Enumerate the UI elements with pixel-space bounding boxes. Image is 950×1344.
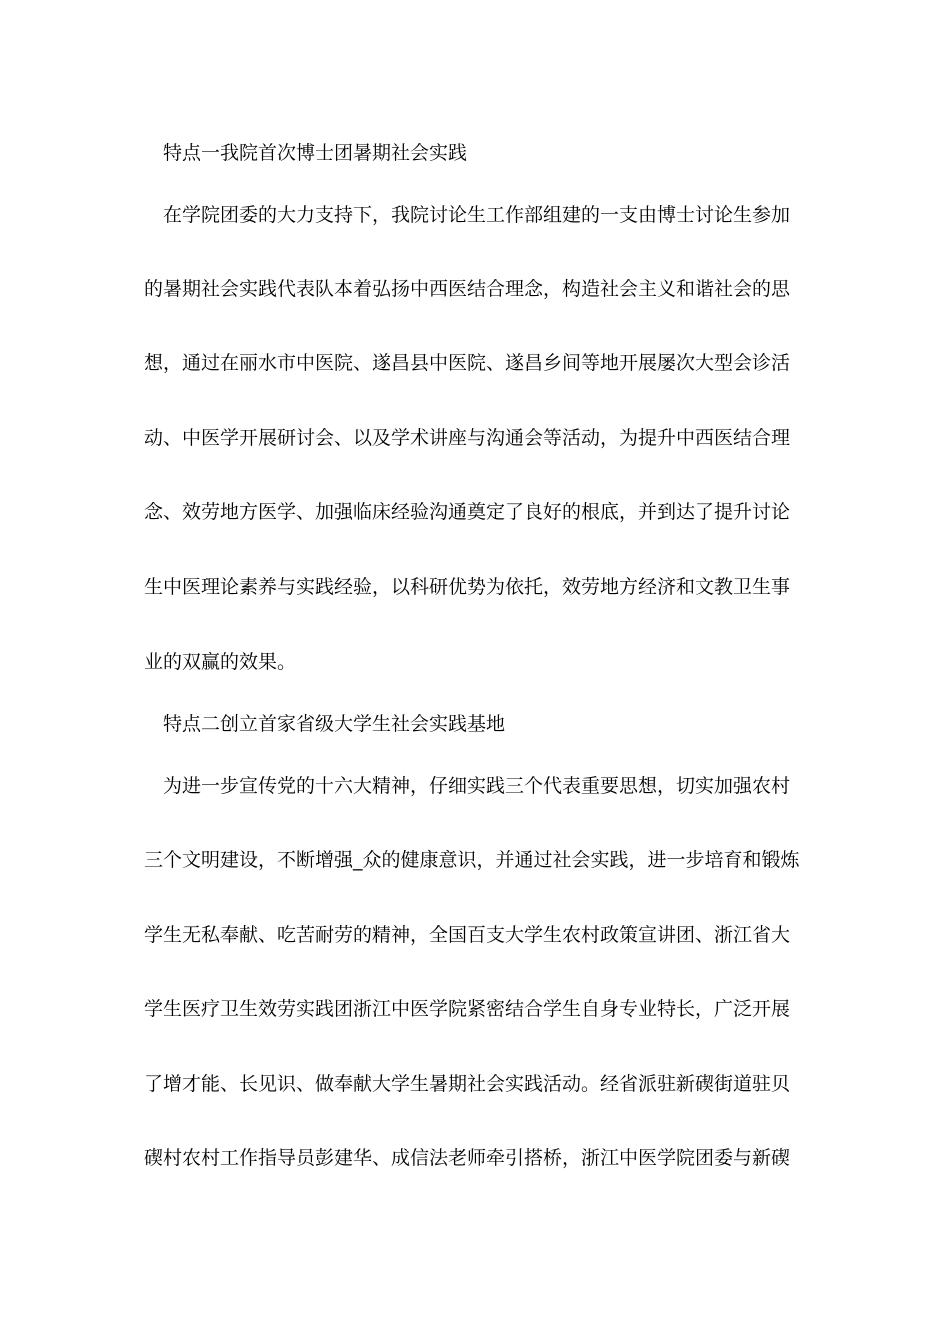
section-2-heading: 特点二创立首家省级大学生社会实践基地 xyxy=(163,713,506,735)
section-1-line-3: 想，通过在丽水市中医院、遂昌县中医院、遂昌乡间等地开展屡次大型会诊活 xyxy=(144,352,791,374)
section-1-line-6: 生中医理论素养与实践经验，以科研优势为依托，效劳地方经济和文教卫生事 xyxy=(144,576,791,598)
section-1-heading: 特点一我院首次博士团暑期社会实践 xyxy=(163,142,468,164)
section-1-line-5: 念、效劳地方医学、加强临床经验沟通奠定了良好的根底，并到达了提升讨论 xyxy=(144,501,791,523)
section-2-line-2: 三个文明建设，不断增强_众的健康意识，并通过社会实践，进一步培育和锻炼 xyxy=(144,849,800,871)
section-1-line-4: 动、中医学开展研讨会、以及学术讲座与沟通会等活动，为提升中西医结合理 xyxy=(144,427,791,449)
section-1-line-1: 在学院团委的大力支持下，我院讨论生工作部组建的一支由博士讨论生参加 xyxy=(163,204,791,226)
section-2-line-1: 为进一步宣传党的十六大精神，仔细实践三个代表重要思想，切实加强农村 xyxy=(163,775,791,797)
section-2-line-5: 了增才能、长见识、做奉献大学生暑期社会实践活动。经省派驻新碶街道驻贝 xyxy=(144,1073,791,1095)
section-1-line-7: 业的双赢的效果。 xyxy=(144,651,297,673)
section-2-line-6: 碶村农村工作指导员彭建华、成信法老师牵引搭桥，浙江中医学院团委与新碶 xyxy=(144,1147,791,1169)
section-1-line-2: 的暑期社会实践代表队本着弘扬中西医结合理念，构造社会主义和谐社会的思 xyxy=(144,278,791,300)
section-2-line-4: 学生医疗卫生效劳实践团浙江中医学院紧密结合学生自身专业特长，广泛开展 xyxy=(144,998,791,1020)
section-2-line-3: 学生无私奉献、吃苦耐劳的精神，全国百支大学生农村政策宣讲团、浙江省大 xyxy=(144,924,791,946)
